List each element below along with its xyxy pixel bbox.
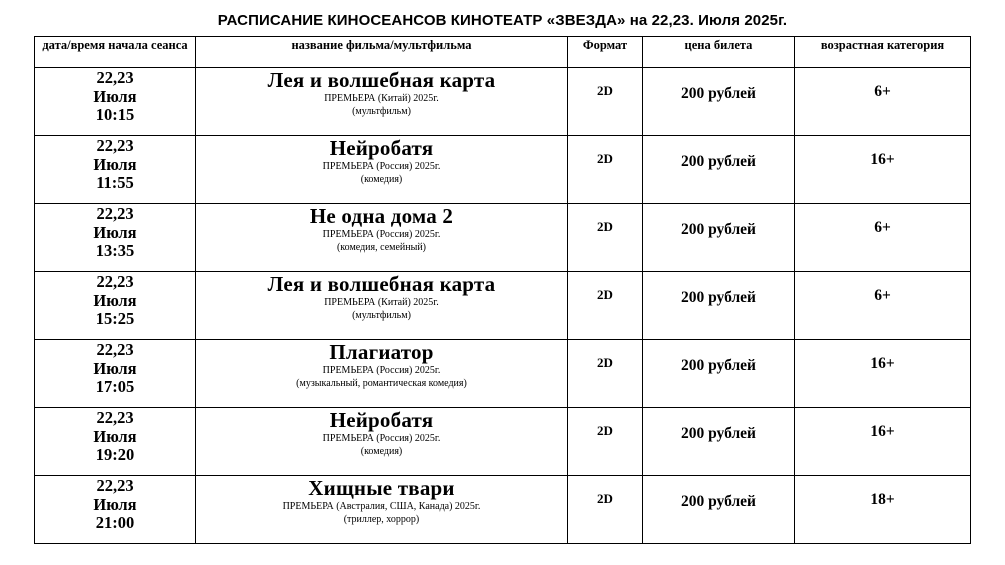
age-rating: 16+ <box>870 151 895 168</box>
age-cell <box>795 476 971 544</box>
session-datetime-cell <box>35 68 196 136</box>
table-row <box>35 272 971 340</box>
price-cell <box>643 476 795 544</box>
session-date: 22,23 <box>96 204 134 223</box>
price-cell <box>643 204 795 272</box>
film-cell <box>196 136 568 204</box>
film-format: 2D <box>597 491 613 506</box>
ticket-price: 200 рублей <box>681 357 756 374</box>
film-premiere: ПРЕМЬЕРА (Австралия, США, Канада) 2025г. <box>282 501 481 512</box>
film-genre: (комедия) <box>360 174 403 185</box>
age-rating: 6+ <box>874 83 891 100</box>
film-format: 2D <box>597 423 613 438</box>
header-format: Формат <box>568 37 643 68</box>
session-month: Июля <box>93 290 137 310</box>
ticket-price: 200 рублей <box>681 153 756 170</box>
film-title: Хищные твари <box>308 476 455 500</box>
price-cell <box>643 272 795 340</box>
film-format: 2D <box>597 287 613 302</box>
price-cell <box>643 136 795 204</box>
format-cell <box>568 204 643 272</box>
film-genre: (комедия, семейный) <box>336 242 427 253</box>
table-row <box>35 340 971 408</box>
age-rating: 16+ <box>870 423 895 440</box>
film-format: 2D <box>597 219 613 234</box>
session-datetime-cell <box>35 136 196 204</box>
film-premiere: ПРЕМЬЕРА (Россия) 2025г. <box>322 365 441 376</box>
film-cell <box>196 272 568 340</box>
table-row <box>35 204 971 272</box>
header-film: название фильма/мультфильма <box>196 37 568 68</box>
session-month: Июля <box>93 358 137 378</box>
ticket-price: 200 рублей <box>681 85 756 102</box>
format-cell <box>568 272 643 340</box>
film-title: Лея и волшебная карта <box>267 272 496 296</box>
film-genre: (мультфильм) <box>352 106 411 117</box>
age-rating: 16+ <box>870 355 895 372</box>
table-row <box>35 408 971 476</box>
session-month: Июля <box>93 222 137 242</box>
film-cell <box>196 68 568 136</box>
film-premiere: ПРЕМЬЕРА (Китай) 2025г. <box>324 93 439 104</box>
price-cell <box>643 340 795 408</box>
film-title: Нейробатя <box>329 136 434 160</box>
format-cell <box>568 136 643 204</box>
age-cell <box>795 340 971 408</box>
session-month: Июля <box>93 86 137 106</box>
age-cell <box>795 272 971 340</box>
film-genre: (триллер, хоррор) <box>343 514 420 525</box>
header-price: цена билета <box>643 37 795 68</box>
film-genre: (мультфильм) <box>352 310 411 321</box>
session-datetime-cell <box>35 408 196 476</box>
price-cell <box>643 408 795 476</box>
page-title: РАСПИСАНИЕ КИНОСЕАНСОВ КИНОТЕАТР «ЗВЕЗДА» на 22,23. Июля 2025г. <box>217 12 788 29</box>
session-month: Июля <box>93 494 137 514</box>
session-time: 13:35 <box>95 241 135 260</box>
table-header-row <box>35 37 971 68</box>
format-cell <box>568 68 643 136</box>
film-cell <box>196 204 568 272</box>
table-row <box>35 68 971 136</box>
age-cell <box>795 408 971 476</box>
film-premiere: ПРЕМЬЕРА (Россия) 2025г. <box>322 161 441 172</box>
header-age: возрастная категория <box>795 37 971 68</box>
film-genre: (комедия) <box>360 446 403 457</box>
film-title: Нейробатя <box>329 408 434 432</box>
age-rating: 6+ <box>874 219 891 236</box>
session-date: 22,23 <box>96 68 134 87</box>
age-rating: 6+ <box>874 287 891 304</box>
age-cell <box>795 204 971 272</box>
price-cell <box>643 68 795 136</box>
session-date: 22,23 <box>96 408 134 427</box>
session-datetime-cell <box>35 204 196 272</box>
film-title: Лея и волшебная карта <box>267 68 496 92</box>
film-premiere: ПРЕМЬЕРА (Китай) 2025г. <box>324 297 439 308</box>
ticket-price: 200 рублей <box>681 493 756 510</box>
session-time: 11:55 <box>96 173 134 192</box>
ticket-price: 200 рублей <box>681 425 756 442</box>
session-month: Июля <box>93 154 137 174</box>
age-cell <box>795 136 971 204</box>
session-datetime-cell <box>35 272 196 340</box>
session-date: 22,23 <box>96 476 134 495</box>
session-month: Июля <box>93 426 137 446</box>
format-cell <box>568 408 643 476</box>
session-time: 10:15 <box>95 105 135 124</box>
film-cell <box>196 340 568 408</box>
ticket-price: 200 рублей <box>681 221 756 238</box>
table-row <box>35 476 971 544</box>
session-time: 17:05 <box>95 377 135 396</box>
session-date: 22,23 <box>96 340 134 359</box>
film-format: 2D <box>597 83 613 98</box>
session-time: 19:20 <box>95 445 135 464</box>
film-premiere: ПРЕМЬЕРА (Россия) 2025г. <box>322 229 441 240</box>
film-format: 2D <box>597 355 613 370</box>
session-time: 21:00 <box>95 513 135 532</box>
film-genre: (музыкальный, романтическая комедия) <box>296 378 467 389</box>
session-date: 22,23 <box>96 136 134 155</box>
film-cell <box>196 476 568 544</box>
format-cell <box>568 476 643 544</box>
header-datetime: дата/время начала сеанса <box>35 37 196 68</box>
session-datetime-cell <box>35 476 196 544</box>
film-cell <box>196 408 568 476</box>
age-cell <box>795 68 971 136</box>
film-title: Не одна дома 2 <box>309 204 454 228</box>
film-premiere: ПРЕМЬЕРА (Россия) 2025г. <box>322 433 441 444</box>
table-row <box>35 136 971 204</box>
format-cell <box>568 340 643 408</box>
ticket-price: 200 рублей <box>681 289 756 306</box>
age-rating: 18+ <box>870 491 895 508</box>
schedule-table <box>34 36 971 544</box>
film-title: Плагиатор <box>329 340 434 364</box>
film-format: 2D <box>597 151 613 166</box>
session-datetime-cell <box>35 340 196 408</box>
session-time: 15:25 <box>95 309 135 328</box>
session-date: 22,23 <box>96 272 134 291</box>
